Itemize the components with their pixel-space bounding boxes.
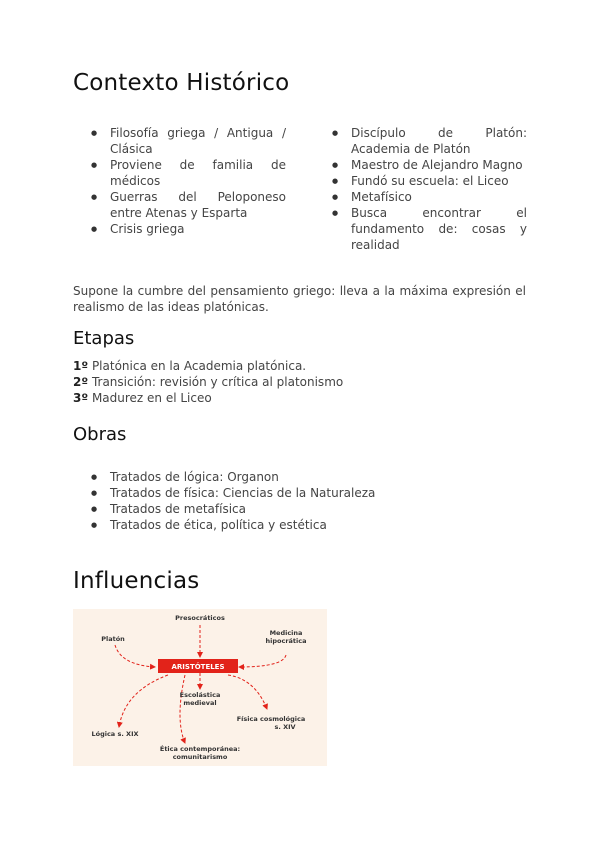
node-medicina-line1: Medicina [269, 629, 303, 637]
arrow-platon [115, 645, 155, 667]
context-left-list [90, 125, 286, 237]
list-item: ● Crisis griega [90, 221, 286, 237]
node-fisica-line1: Física cosmológica [236, 715, 306, 723]
node-escolastica-line2: medieval [183, 699, 217, 707]
etapa-item: 1º Platónica en la Academia platónica. [73, 359, 307, 373]
list-item: ● Tratados de metafísica [90, 501, 520, 517]
list-item: ● Metafísico [331, 189, 527, 205]
node-fisica-line2: s. XIV [274, 723, 296, 731]
list-item: ● Tratados de lógica: Organon [90, 469, 520, 485]
node-presocraticos: Presocráticos [175, 614, 225, 622]
list-item: ● Tratados de física: Ciencias de la Naturaleza [90, 485, 520, 501]
list-item: ● Filosofía griega / Antigua / Clásica [90, 125, 286, 157]
node-medicina-line2: hipocrática [265, 637, 307, 645]
node-etica-line1: Ética contemporánea: [159, 745, 241, 753]
list-item: ● Busca encontrar el fundamento de: cosas y realidad [331, 205, 527, 253]
section-title-obras: Obras [73, 424, 127, 445]
section-title-influencias: Influencias [73, 568, 200, 594]
section-title-etapas: Etapas [73, 328, 135, 349]
list-item: ● Fundó su escuela: el Liceo [331, 173, 527, 189]
etapa-item: 3º Madurez en el Liceo [73, 391, 212, 405]
node-etica-line2: comunitarismo [172, 753, 228, 761]
node-logica: Lógica s. XIX [91, 730, 139, 738]
summary-paragraph: Supone la cumbre del pensamiento griego: lleva a la máxima expresión el realismo de las ideas platónicas. [73, 284, 526, 314]
arrow-etica [180, 675, 185, 743]
page-title: Contexto Histórico [73, 70, 290, 96]
list-item: ● Guerras del Peloponeso entre Atenas y Esparta [90, 189, 286, 221]
arrow-medicina [239, 655, 286, 667]
list-item: ● Proviene de familia de médicos [90, 157, 286, 189]
obras-list [90, 469, 520, 533]
list-item: ● Maestro de Alejandro Magno [331, 157, 527, 173]
list-item: ● Tratados de ética, política y estética [90, 517, 520, 533]
influences-diagram [73, 609, 327, 766]
etapas-list [73, 358, 343, 406]
arrow-fisica [228, 675, 267, 709]
context-right-list [331, 125, 527, 253]
arrow-logica [119, 675, 168, 727]
node-platon: Platón [101, 635, 125, 643]
center-label: ARISTÓTELES [171, 663, 225, 671]
node-escolastica-line1: Escolástica [179, 691, 221, 699]
etapa-item: 2º Transición: revisión y crítica al platonismo [73, 375, 344, 389]
influences-diagram-svg [73, 609, 327, 766]
list-item: ● Discípulo de Platón: Academia de Platón [331, 125, 527, 157]
